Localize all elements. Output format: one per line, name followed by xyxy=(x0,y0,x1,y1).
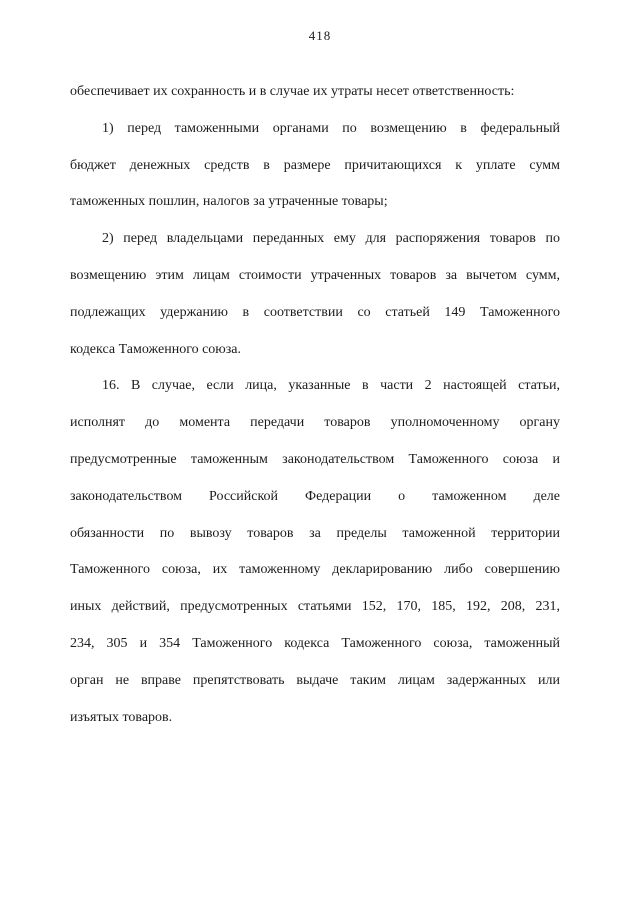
text-line: орган не вправе препятствовать выдаче таким лицам задержанных или xyxy=(70,672,560,688)
paragraph xyxy=(70,221,560,368)
text-line: законодательством Российской Федерации о таможенном деле xyxy=(70,488,560,504)
text-line: подлежащих удержанию в соответствии со статьей 149 Таможенного xyxy=(70,304,560,320)
document-body xyxy=(70,74,560,736)
page-number: 418 xyxy=(308,28,332,43)
text-line: предусмотренные таможенным законодательством Таможенного союза и xyxy=(70,451,560,467)
text-line: бюджет денежных средств в размере причитающихся к уплате сумм xyxy=(70,157,560,173)
text-line: 1) перед таможенными органами по возмещению в федеральный xyxy=(102,120,560,136)
text-line: таможенных пошлин, налогов за утраченные товары; xyxy=(70,194,388,210)
text-line: 234, 305 и 354 Таможенного кодекса Таможенного союза, таможенный xyxy=(70,635,560,651)
text-line: 2) перед владельцами переданных ему для распоряжения товаров по xyxy=(102,231,560,247)
text-line: кодекса Таможенного союза. xyxy=(70,341,242,357)
text-line: возмещению этим лицам стоимости утраченных товаров за вычетом сумм, xyxy=(70,267,560,283)
paragraph xyxy=(70,368,560,736)
paragraph xyxy=(70,111,560,221)
text-line: изъятых товаров. xyxy=(70,709,173,725)
text-line: обязанности по вывозу товаров за пределы таможенной территории xyxy=(70,525,560,541)
paragraph xyxy=(70,74,560,111)
text-line: исполнят до момента передачи товаров уполномоченному органу xyxy=(70,415,560,431)
text-line: 16. В случае, если лица, указанные в части 2 настоящей статьи, xyxy=(102,378,560,394)
text-line: обеспечивает их сохранность и в случае их утраты несет ответственность: xyxy=(70,84,515,99)
text-line: иных действий, предусмотренных статьями 152, 170, 185, 192, 208, 231, xyxy=(70,599,560,615)
text-line: Таможенного союза, их таможенному декларированию либо совершению xyxy=(70,562,560,578)
